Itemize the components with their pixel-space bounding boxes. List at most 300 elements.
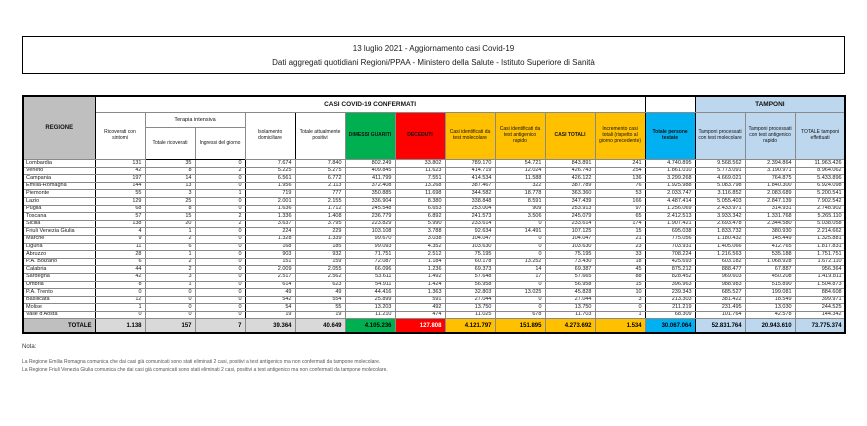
value-cell: 5.275 xyxy=(295,167,345,175)
value-cell: 685.527 xyxy=(695,289,745,297)
region-name: Liguria xyxy=(23,243,95,251)
value-cell: 254 xyxy=(595,167,645,175)
value-cell: 27.044 xyxy=(545,296,595,304)
value-cell: 0 xyxy=(495,220,545,228)
region-name: Friuli Venezia Giulia xyxy=(23,228,95,236)
value-cell: 76 xyxy=(595,182,645,190)
value-cell: 2.847.139 xyxy=(745,197,795,205)
total-value-cell: 7 xyxy=(195,319,245,334)
value-cell: 338.848 xyxy=(445,197,495,205)
value-cell: 136 xyxy=(595,175,645,183)
value-cell: 0 xyxy=(195,258,245,266)
value-cell: 166 xyxy=(595,197,645,205)
value-cell: 322 xyxy=(495,182,545,190)
value-cell: 2.394.864 xyxy=(745,160,795,168)
total-value-cell: 20.943.610 xyxy=(745,319,795,334)
value-cell: 719 xyxy=(245,190,295,198)
value-cell: 3 xyxy=(145,190,195,198)
value-cell: 1.336 xyxy=(245,213,295,221)
value-cell: 1.504.873 xyxy=(795,281,845,289)
value-cell: 0 xyxy=(495,235,545,243)
value-cell: 42 xyxy=(95,273,145,281)
value-cell: 60.178 xyxy=(445,258,495,266)
value-cell: 11.703 xyxy=(545,311,595,319)
value-cell: 1.405.066 xyxy=(695,243,745,251)
value-cell: 55 xyxy=(295,304,345,312)
value-cell: 4 xyxy=(95,228,145,236)
value-cell: 3.788 xyxy=(395,228,445,236)
header-persone-testate: Totale persone testate xyxy=(645,113,695,160)
value-cell: 932 xyxy=(295,251,345,259)
total-label: TOTALE xyxy=(23,319,95,334)
table-row xyxy=(23,296,845,304)
value-cell: 65 xyxy=(595,213,645,221)
value-cell: 1.068.928 xyxy=(745,258,795,266)
header-ti-totale: Totale ricoverati xyxy=(145,128,195,160)
total-value-cell: 4.121.797 xyxy=(445,319,495,334)
value-cell: 956.364 xyxy=(795,266,845,274)
value-cell: 5.200.541 xyxy=(795,190,845,198)
value-cell: 474 xyxy=(395,311,445,319)
value-cell: 69.373 xyxy=(445,266,495,274)
value-cell: 2 xyxy=(145,258,195,266)
region-name: Puglia xyxy=(23,205,95,213)
value-cell: 372.408 xyxy=(345,182,395,190)
value-cell: 211.219 xyxy=(645,304,695,312)
value-cell: 1.636 xyxy=(245,205,295,213)
value-cell: 623 xyxy=(295,281,345,289)
value-cell: 244.525 xyxy=(795,304,845,312)
region-name: Umbria xyxy=(23,281,95,289)
value-cell: 11.025 xyxy=(445,311,495,319)
value-cell: 14 xyxy=(145,175,195,183)
value-cell: 1.363 xyxy=(395,289,445,297)
notes-section xyxy=(22,344,843,374)
value-cell: 138 xyxy=(95,220,145,228)
value-cell: 344.582 xyxy=(445,190,495,198)
value-cell: 6.561 xyxy=(245,175,295,183)
value-cell: 411.799 xyxy=(345,175,395,183)
value-cell: 5.225 xyxy=(245,167,295,175)
title-box xyxy=(22,36,845,74)
value-cell: 13.030 xyxy=(745,304,795,312)
value-cell: 450.208 xyxy=(745,273,795,281)
value-cell: 1.408 xyxy=(295,213,345,221)
value-cell: 0 xyxy=(195,205,245,213)
value-cell: 11.623 xyxy=(395,167,445,175)
value-cell: 9.568.562 xyxy=(695,160,745,168)
value-cell: 1.712 xyxy=(295,205,345,213)
value-cell: 542 xyxy=(245,296,295,304)
header-regione: REGIONE xyxy=(23,96,95,160)
value-cell: 13 xyxy=(145,182,195,190)
value-cell: 253.004 xyxy=(445,205,495,213)
region-name: P.A. Bolzano xyxy=(23,258,95,266)
value-cell: 11.698 xyxy=(395,190,445,198)
region-name: Sicilia xyxy=(23,220,95,228)
value-cell: 88 xyxy=(595,273,645,281)
value-cell: 988.983 xyxy=(695,281,745,289)
value-cell: 20 xyxy=(145,220,195,228)
total-value-cell: 30.067.064 xyxy=(645,319,695,334)
value-cell: 614 xyxy=(245,281,295,289)
value-cell: 13.025 xyxy=(495,289,545,297)
value-cell: 159 xyxy=(295,258,345,266)
table-row xyxy=(23,235,845,243)
value-cell: 1.216.563 xyxy=(695,251,745,259)
value-cell: 764.875 xyxy=(745,175,795,183)
region-name: Toscana xyxy=(23,213,95,221)
value-cell: 2.517 xyxy=(245,273,295,281)
value-cell: 19 xyxy=(245,311,295,319)
value-cell: 1.672.110 xyxy=(795,258,845,266)
value-cell: 44 xyxy=(95,266,145,274)
value-cell: 2.001 xyxy=(245,197,295,205)
value-cell: 412.765 xyxy=(745,243,795,251)
region-name: Lombardia xyxy=(23,160,95,168)
value-cell: 0 xyxy=(195,273,245,281)
value-cell: 32.803 xyxy=(445,289,495,297)
value-cell: 3 xyxy=(145,273,195,281)
value-cell: 103.630 xyxy=(445,243,495,251)
value-cell: 492 xyxy=(395,304,445,312)
value-cell: 44.416 xyxy=(345,289,395,297)
value-cell: 14 xyxy=(495,266,545,274)
value-cell: 33 xyxy=(595,251,645,259)
value-cell: 5.055.403 xyxy=(695,197,745,205)
value-cell: 969.603 xyxy=(695,273,745,281)
value-cell: 350.885 xyxy=(345,190,395,198)
report-date-line: 13 luglio 2021 - Aggiornamento casi Covid-19 xyxy=(352,43,515,53)
value-cell: 3.038 xyxy=(395,235,445,243)
total-value-cell: 151.895 xyxy=(495,319,545,334)
group-header-tamponi: TAMPONI xyxy=(695,96,845,113)
value-cell: 3.299.268 xyxy=(645,175,695,183)
value-cell: 1.492 xyxy=(395,273,445,281)
value-cell: 314.931 xyxy=(745,205,795,213)
value-cell: 53.611 xyxy=(345,273,395,281)
value-cell: 2.693.478 xyxy=(695,220,745,228)
value-cell: 0 xyxy=(195,304,245,312)
region-name: Sardegna xyxy=(23,273,95,281)
group-header-casi-confermati: CASI COVID-19 CONFERMATI xyxy=(95,96,645,113)
header-attualmente-positivi: Totale attualmente positivi xyxy=(295,113,345,160)
value-cell: 144 xyxy=(95,182,145,190)
value-cell: 414.534 xyxy=(445,175,495,183)
value-cell: 56.958 xyxy=(445,281,495,289)
value-cell: 0 xyxy=(195,281,245,289)
total-value-cell: 4.105.236 xyxy=(345,319,395,334)
value-cell: 7.902.542 xyxy=(795,197,845,205)
value-cell: 3.190.971 xyxy=(745,167,795,175)
value-cell: 25 xyxy=(145,197,195,205)
value-cell: 363.360 xyxy=(545,190,595,198)
region-name: Emilia-Romagna xyxy=(23,182,95,190)
total-value-cell: 4.273.692 xyxy=(545,319,595,334)
value-cell: 1.925.988 xyxy=(645,182,695,190)
value-cell: 0 xyxy=(195,311,245,319)
table-row xyxy=(23,190,845,198)
value-cell: 236.779 xyxy=(345,213,395,221)
table-row xyxy=(23,213,845,221)
value-cell: 75.195 xyxy=(445,251,495,259)
value-cell: 54.911 xyxy=(345,281,395,289)
table-row xyxy=(23,243,845,251)
value-cell: 0 xyxy=(195,160,245,168)
value-cell: 425.693 xyxy=(645,258,695,266)
value-cell: 144.342 xyxy=(795,311,845,319)
value-cell: 0 xyxy=(495,243,545,251)
total-value-cell: 1.534 xyxy=(595,319,645,334)
value-cell: 199.081 xyxy=(745,289,795,297)
value-cell: 45 xyxy=(595,266,645,274)
value-cell: 5.083.798 xyxy=(695,182,745,190)
table-row xyxy=(23,228,845,236)
value-cell: 909 xyxy=(495,205,545,213)
value-cell: 1.840.300 xyxy=(745,182,795,190)
value-cell: 888.477 xyxy=(695,266,745,274)
value-cell: 7.840 xyxy=(295,160,345,168)
value-cell: 0 xyxy=(195,182,245,190)
value-cell: 828.452 xyxy=(645,273,695,281)
value-cell: 7.674 xyxy=(245,160,295,168)
value-cell: 145.449 xyxy=(745,235,795,243)
value-cell: 11 xyxy=(95,243,145,251)
value-cell: 75.195 xyxy=(545,251,595,259)
value-cell: 168 xyxy=(245,243,295,251)
value-cell: 678 xyxy=(495,311,545,319)
value-cell: 57.648 xyxy=(445,273,495,281)
value-cell: 2.412.513 xyxy=(645,213,695,221)
value-cell: 15 xyxy=(595,281,645,289)
value-cell: 231.495 xyxy=(695,304,745,312)
value-cell: 2.113 xyxy=(295,182,345,190)
value-cell: 5.990 xyxy=(395,220,445,228)
value-cell: 884.608 xyxy=(795,289,845,297)
value-cell: 0 xyxy=(145,304,195,312)
region-name: Molise xyxy=(23,304,95,312)
region-name: Piemonte xyxy=(23,190,95,198)
value-cell: 0 xyxy=(195,296,245,304)
value-cell: 245.079 xyxy=(545,213,595,221)
value-cell: 213.303 xyxy=(645,296,695,304)
notes-label: Nota: xyxy=(22,344,37,350)
value-cell: 789.170 xyxy=(445,160,495,168)
value-cell: 0 xyxy=(145,289,195,297)
value-cell: 6.772 xyxy=(295,175,345,183)
value-cell: 3.933.342 xyxy=(695,213,745,221)
table-row xyxy=(23,311,845,319)
value-cell: 4.352 xyxy=(395,243,445,251)
value-cell: 2.155 xyxy=(295,197,345,205)
value-cell: 409.845 xyxy=(345,167,395,175)
value-cell: 54.721 xyxy=(495,160,545,168)
value-cell: 2.433.971 xyxy=(695,205,745,213)
value-cell: 107.125 xyxy=(545,228,595,236)
value-cell: 0 xyxy=(145,296,195,304)
value-cell: 515.890 xyxy=(745,281,795,289)
value-cell: 27.044 xyxy=(445,296,495,304)
value-cell: 23 xyxy=(595,243,645,251)
value-cell: 0 xyxy=(195,235,245,243)
value-cell: 387.467 xyxy=(445,182,495,190)
value-cell: 775.056 xyxy=(645,235,695,243)
value-cell: 0 xyxy=(495,296,545,304)
value-cell: 2.009 xyxy=(245,266,295,274)
value-cell: 5.265.110 xyxy=(795,213,845,221)
value-cell: 253.913 xyxy=(545,205,595,213)
value-cell: 13.268 xyxy=(395,182,445,190)
value-cell: 903 xyxy=(245,251,295,259)
value-cell: 426.122 xyxy=(545,175,595,183)
table-row xyxy=(23,175,845,183)
region-name: Calabria xyxy=(23,266,95,274)
value-cell: 104.047 xyxy=(445,235,495,243)
table-row xyxy=(23,167,845,175)
value-cell: 13.750 xyxy=(445,304,495,312)
value-cell: 19 xyxy=(295,311,345,319)
value-cell: 151 xyxy=(245,258,295,266)
value-cell: 21 xyxy=(595,235,645,243)
value-cell: 6 xyxy=(95,258,145,266)
value-cell: 239.343 xyxy=(645,289,695,297)
header-tamponi-molecolare: Tamponi processati con test molecolare xyxy=(695,113,745,160)
total-value-cell: 157 xyxy=(145,319,195,334)
value-cell: 13.252 xyxy=(495,258,545,266)
value-cell: 414.719 xyxy=(445,167,495,175)
value-cell: 241.573 xyxy=(445,213,495,221)
value-cell: 1 xyxy=(145,228,195,236)
value-cell: 18.549 xyxy=(745,296,795,304)
value-cell: 2 xyxy=(145,235,195,243)
value-cell: 1.256.069 xyxy=(645,205,695,213)
value-cell: 6.653 xyxy=(395,205,445,213)
value-cell: 3.116.852 xyxy=(695,190,745,198)
value-cell: 8.380 xyxy=(395,197,445,205)
value-cell: 7.551 xyxy=(395,175,445,183)
table-row xyxy=(23,182,845,190)
value-cell: 4.669.021 xyxy=(695,175,745,183)
total-value-cell: 73.775.374 xyxy=(795,319,845,334)
value-cell: 28 xyxy=(95,251,145,259)
value-cell: 1 xyxy=(145,251,195,259)
table-row xyxy=(23,197,845,205)
table-row xyxy=(23,251,845,259)
value-cell: 8 xyxy=(145,205,195,213)
value-cell: 15 xyxy=(145,213,195,221)
value-cell: 223.829 xyxy=(345,220,395,228)
value-cell: 0 xyxy=(195,197,245,205)
table-body xyxy=(23,160,845,334)
value-cell: 69.387 xyxy=(545,266,595,274)
value-cell: 1 xyxy=(145,281,195,289)
value-cell: 3 xyxy=(595,296,645,304)
value-cell: 4.487.414 xyxy=(645,197,695,205)
value-cell: 6.924.098 xyxy=(795,182,845,190)
value-cell: 13.203 xyxy=(345,304,395,312)
value-cell: 2.033.747 xyxy=(645,190,695,198)
value-cell: 380.930 xyxy=(745,228,795,236)
value-cell: 18 xyxy=(595,258,645,266)
value-cell: 381.422 xyxy=(695,296,745,304)
value-cell: 45.828 xyxy=(545,289,595,297)
value-cell: 99.670 xyxy=(345,235,395,243)
value-cell: 2.748.902 xyxy=(795,205,845,213)
value-cell: 5.038.058 xyxy=(795,220,845,228)
value-cell: 18.778 xyxy=(495,190,545,198)
value-cell: 396.963 xyxy=(645,281,695,289)
value-cell: 233.614 xyxy=(545,220,595,228)
header-isolamento: Isolamento domiciliare xyxy=(245,113,295,160)
value-cell: 12.024 xyxy=(495,167,545,175)
table-row xyxy=(23,266,845,274)
value-cell: 1 xyxy=(195,190,245,198)
value-cell: 1.419.811 xyxy=(795,273,845,281)
header-incremento-casi: Incremento casi totali (rispetto al giorno precedente) xyxy=(595,113,645,160)
value-cell: 535.188 xyxy=(745,251,795,259)
value-cell: 777 xyxy=(295,190,345,198)
total-value-cell: 40.649 xyxy=(295,319,345,334)
value-cell: 99.093 xyxy=(345,243,395,251)
value-cell: 1.424 xyxy=(395,281,445,289)
value-cell: 1.833.732 xyxy=(695,228,745,236)
value-cell: 2.083.689 xyxy=(745,190,795,198)
value-cell: 241 xyxy=(595,160,645,168)
table-row xyxy=(23,289,845,297)
value-cell: 2 xyxy=(195,167,245,175)
value-cell: 10 xyxy=(595,289,645,297)
header-tamponi-totale: TOTALE tamponi effettuati xyxy=(795,113,845,160)
value-cell: 49 xyxy=(245,289,295,297)
value-cell: 1.236 xyxy=(395,266,445,274)
value-cell: 56.958 xyxy=(545,281,595,289)
total-value-cell: 127.808 xyxy=(395,319,445,334)
header-ti-ingressi: Ingressi del giorno xyxy=(195,128,245,160)
value-cell: 11.963.426 xyxy=(795,160,845,168)
value-cell: 12 xyxy=(95,296,145,304)
value-cell: 695.038 xyxy=(645,228,695,236)
value-cell: 1.328 xyxy=(245,235,295,243)
value-cell: 6 xyxy=(145,243,195,251)
value-cell: 245.548 xyxy=(345,205,395,213)
total-value-cell: 52.831.764 xyxy=(695,319,745,334)
table-row xyxy=(23,220,845,228)
covid-table xyxy=(22,95,846,334)
value-cell: 2.344.580 xyxy=(745,220,795,228)
table-row xyxy=(23,281,845,289)
table-row xyxy=(23,273,845,281)
value-cell: 8 xyxy=(95,281,145,289)
header-dimessi-guariti: DIMESSI GUARITI xyxy=(345,113,395,160)
value-cell: 42.578 xyxy=(745,311,795,319)
value-cell: 2.512 xyxy=(395,251,445,259)
value-cell: 3.795 xyxy=(295,220,345,228)
value-cell: 11.588 xyxy=(495,175,545,183)
value-cell: 0 xyxy=(495,281,545,289)
value-cell: 399.971 xyxy=(795,296,845,304)
value-cell: 0 xyxy=(195,175,245,183)
region-name: Lazio xyxy=(23,197,95,205)
value-cell: 42 xyxy=(95,167,145,175)
value-cell: 11.210 xyxy=(345,311,395,319)
region-name: Valle d'Aosta xyxy=(23,311,95,319)
value-cell: 8.964.062 xyxy=(795,167,845,175)
value-cell: 101.764 xyxy=(695,311,745,319)
value-cell: 97 xyxy=(595,205,645,213)
value-cell: 0 xyxy=(195,266,245,274)
value-cell: 9 xyxy=(95,235,145,243)
value-cell: 103.108 xyxy=(345,228,395,236)
